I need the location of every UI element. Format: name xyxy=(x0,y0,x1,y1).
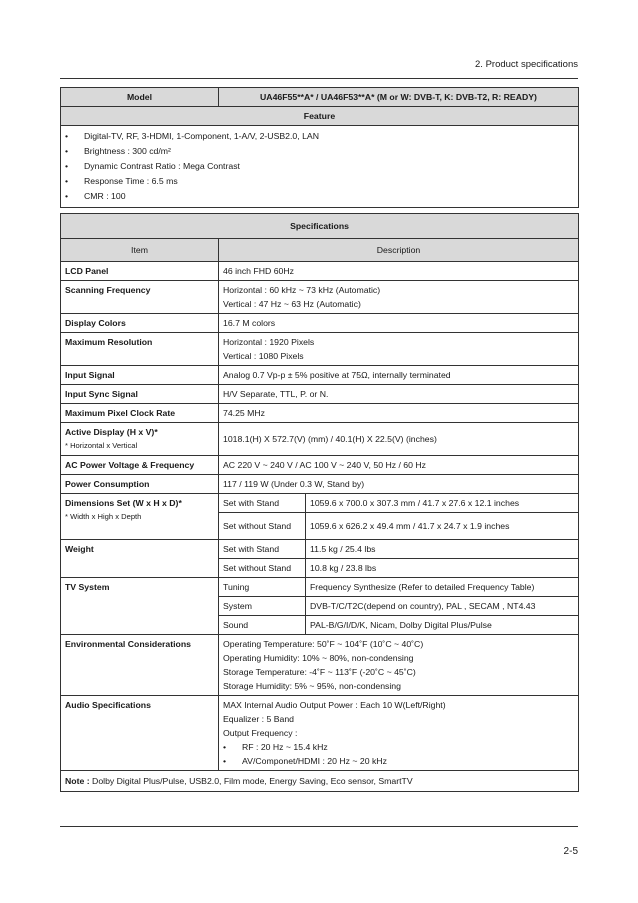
active-display-value: 1018.1(H) X 572.7(V) (mm) / 40.1(H) X 22.5(V) (inches) xyxy=(219,423,579,456)
scanning-label: Scanning Frequency xyxy=(61,281,219,314)
input-sync-value: H/V Separate, TTL, P. or N. xyxy=(219,385,579,404)
table-row xyxy=(61,578,579,597)
spec-table xyxy=(60,213,579,792)
max-resolution-value: Horizontal : 1920 Pixels Vertical : 1080 Pixels xyxy=(219,333,579,366)
table-row xyxy=(61,456,579,475)
input-signal-value: Analog 0.7 Vp-p ± 5% positive at 75Ω, internally terminated xyxy=(219,366,579,385)
scanning-value: Horizontal : 60 kHz ~ 73 kHz (Automatic) Vertical : 47 Hz ~ 63 Hz (Automatic) xyxy=(219,281,579,314)
feature-header-row xyxy=(61,107,579,126)
spec-col-header-row xyxy=(61,239,579,262)
lcd-panel-value: 46 inch FHD 60Hz xyxy=(219,262,579,281)
dimensions-without-stand-value: 1059.6 x 626.2 x 49.4 mm / 41.7 x 24.7 x 1.9 inches xyxy=(306,513,579,540)
page-number: 2-5 xyxy=(563,846,578,857)
environment-value: Operating Temperature: 50˚F ~ 104˚F (10˚C ~ 40˚C) Operating Humidity: 10% ~ 80%, non-condensing Storage Temperature: -4˚F ~ 113˚F (-20˚C ~ 45˚C) Storage Humidity: 5% ~ 95%, non-condensing xyxy=(219,635,579,696)
weight-without-stand-label: Set without Stand xyxy=(219,559,306,578)
model-label: Model xyxy=(61,88,219,107)
table-row xyxy=(61,696,579,771)
table-row xyxy=(61,494,579,513)
feature-item: • Dynamic Contrast Ratio : Mega Contrast xyxy=(65,161,240,171)
weight-with-stand-value: 11.5 kg / 25.4 lbs xyxy=(306,540,579,559)
table-row xyxy=(61,262,579,281)
page-header: 2. Product specifications xyxy=(475,59,578,70)
dimensions-footnote: * Width x High x Depth xyxy=(65,512,142,521)
ac-power-label: AC Power Voltage & Frequency xyxy=(61,456,219,475)
weight-without-stand-value: 10.8 kg / 23.8 lbs xyxy=(306,559,579,578)
input-signal-label: Input Signal xyxy=(61,366,219,385)
note-label: Note : xyxy=(65,776,90,786)
input-sync-label: Input Sync Signal xyxy=(61,385,219,404)
power-consumption-label: Power Consumption xyxy=(61,475,219,494)
note-cell xyxy=(61,771,579,792)
spec-title: Specifications xyxy=(61,214,579,239)
feature-item: • Response Time : 6.5 ms xyxy=(65,176,178,186)
feature-item: • Digital-TV, RF, 3-HDMI, 1-Component, 1-A/V, 2-USB2.0, LAN xyxy=(65,131,319,141)
dimensions-with-stand-value: 1059.6 x 700.0 x 307.3 mm / 41.7 x 27.6 x 12.1 inches xyxy=(306,494,579,513)
sound-label: Sound xyxy=(219,616,306,635)
audio-value: MAX Internal Audio Output Power : Each 10 W(Left/Right) Equalizer : 5 Band Output Frequency : • RF : 20 Hz ~ 15.4 kHz • AV/Componet/HDMI : 20 Hz ~ 20 kHz xyxy=(219,696,579,771)
dimensions-label: Dimensions Set (W x H x D)* * Width x High x Depth xyxy=(61,494,219,540)
system-value: DVB-T/C/T2C(depend on country), PAL , SECAM , NT4.43 xyxy=(306,597,579,616)
display-colors-label: Display Colors xyxy=(61,314,219,333)
footer-rule xyxy=(60,826,578,827)
weight-with-stand-label: Set with Stand xyxy=(219,540,306,559)
display-colors-value: 16.7 M colors xyxy=(219,314,579,333)
spec-title-row xyxy=(61,214,579,239)
environment-label: Environmental Considerations xyxy=(61,635,219,696)
table-row xyxy=(61,540,579,559)
sound-value: PAL-B/G/I/D/K, Nicam, Dolby Digital Plus/Pulse xyxy=(306,616,579,635)
table-row xyxy=(61,333,579,366)
table-row xyxy=(61,475,579,494)
audio-bullet: • AV/Componet/HDMI : 20 Hz ~ 20 kHz xyxy=(223,756,387,766)
table-row xyxy=(61,281,579,314)
table-row xyxy=(61,423,579,456)
feature-label: Feature xyxy=(61,107,579,126)
tv-system-label: TV System xyxy=(61,578,219,635)
pixel-clock-label: Maximum Pixel Clock Rate xyxy=(61,404,219,423)
feature-item: • CMR : 100 xyxy=(65,191,126,201)
audio-bullet: • RF : 20 Hz ~ 15.4 kHz xyxy=(223,742,328,752)
model-row xyxy=(61,88,579,107)
feature-list xyxy=(61,126,579,208)
table-row xyxy=(61,366,579,385)
tuning-value: Frequency Synthesize (Refer to detailed Frequency Table) xyxy=(306,578,579,597)
dimensions-without-stand-label: Set without Stand xyxy=(219,513,306,540)
features-row xyxy=(61,126,579,208)
table-row xyxy=(61,314,579,333)
tuning-label: Tuning xyxy=(219,578,306,597)
max-resolution-label: Maximum Resolution xyxy=(61,333,219,366)
dimensions-with-stand-label: Set with Stand xyxy=(219,494,306,513)
audio-label: Audio Specifications xyxy=(61,696,219,771)
weight-label: Weight xyxy=(61,540,219,578)
note-text: Dolby Digital Plus/Pulse, USB2.0, Film mode, Energy Saving, Eco sensor, SmartTV xyxy=(89,776,413,786)
active-display-label: Active Display (H x V)* * Horizontal x Vertical xyxy=(61,423,219,456)
note-row xyxy=(61,771,579,792)
col-item-header: Item xyxy=(61,239,219,262)
active-display-footnote: * Horizontal x Vertical xyxy=(65,441,138,450)
ac-power-value: AC 220 V ~ 240 V / AC 100 V ~ 240 V, 50 Hz / 60 Hz xyxy=(219,456,579,475)
table-row xyxy=(61,635,579,696)
col-description-header: Description xyxy=(219,239,579,262)
table-row xyxy=(61,385,579,404)
system-label: System xyxy=(219,597,306,616)
model-table xyxy=(60,87,579,208)
pixel-clock-value: 74.25 MHz xyxy=(219,404,579,423)
lcd-panel-label: LCD Panel xyxy=(61,262,219,281)
table-row xyxy=(61,404,579,423)
model-value: UA46F55**A* / UA46F53**A* (M or W: DVB-T, K: DVB-T2, R: READY) xyxy=(219,88,579,107)
power-consumption-value: 117 / 119 W (Under 0.3 W, Stand by) xyxy=(219,475,579,494)
feature-item: • Brightness : 300 cd/m² xyxy=(65,146,171,156)
header-rule xyxy=(60,78,578,79)
